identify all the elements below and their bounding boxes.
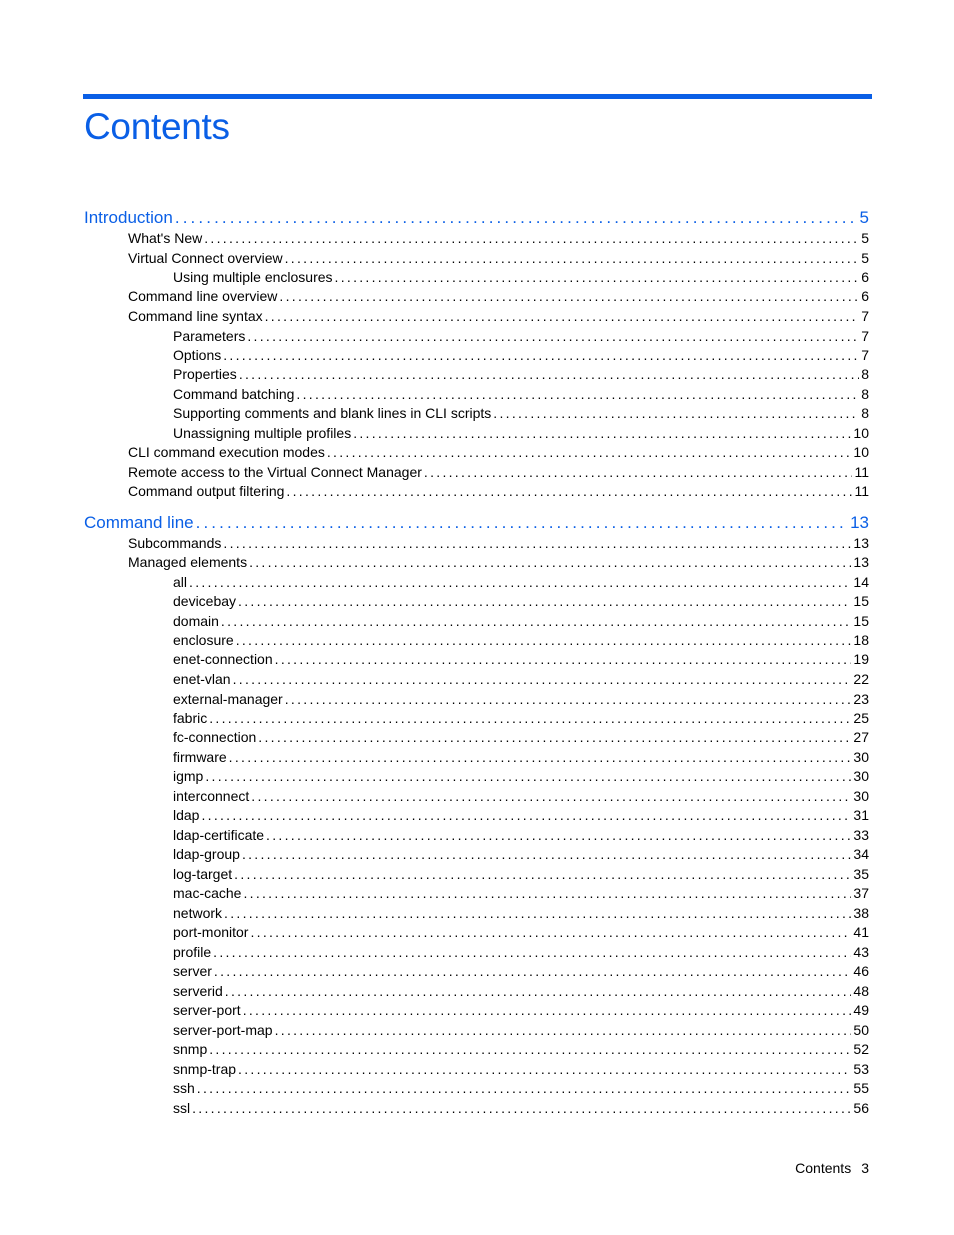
toc-entry-title: Command output filtering [128, 483, 285, 499]
toc-subsection-entry[interactable] [173, 728, 869, 746]
toc-dot-leader [236, 631, 852, 649]
toc-section-entry[interactable] [128, 249, 869, 267]
toc-entry-page-number: 46 [853, 963, 869, 979]
toc-section-entry[interactable] [128, 287, 869, 305]
toc-section-entry[interactable] [128, 229, 869, 247]
toc-subsection-entry[interactable] [173, 1099, 869, 1117]
toc-dot-leader [424, 463, 853, 481]
toc-entry-title: Options [173, 347, 222, 363]
toc-entry-page-number: 11 [854, 464, 869, 480]
toc-entry-title: enet-vlan [173, 671, 231, 687]
toc-entry-title: fabric [173, 710, 208, 726]
toc-dot-leader [189, 573, 851, 591]
toc-subsection-entry[interactable] [173, 923, 869, 941]
toc-entry-page-number: 30 [853, 788, 869, 804]
toc-entry-title: external-manager [173, 691, 283, 707]
toc-entry-page-number: 14 [853, 574, 869, 590]
toc-entry-title: ldap [173, 807, 200, 823]
toc-dot-leader [197, 1079, 852, 1097]
toc-dot-leader [238, 1060, 851, 1078]
toc-entry-page-number: 23 [853, 691, 869, 707]
toc-entry-page-number: 7 [861, 328, 869, 344]
toc-entry-page-number: 38 [853, 905, 869, 921]
toc-subsection-entry[interactable] [173, 690, 869, 708]
toc-dot-leader [239, 365, 859, 383]
toc-dot-leader [214, 962, 852, 980]
toc-subsection-entry[interactable] [173, 346, 869, 364]
toc-entry-page-number: 56 [853, 1100, 869, 1116]
toc-dot-leader [234, 865, 851, 883]
toc-entry-title: igmp [173, 768, 204, 784]
toc-entry-page-number: 11 [854, 483, 869, 499]
toc-dot-leader [192, 1099, 851, 1117]
toc-subsection-entry[interactable] [173, 962, 869, 980]
toc-entry-page-number: 10 [853, 425, 869, 441]
toc-dot-leader [205, 767, 851, 785]
toc-section-entry[interactable] [128, 463, 869, 481]
toc-entry-title: fc-connection [173, 729, 257, 745]
toc-subsection-entry[interactable] [173, 904, 869, 922]
toc-subsection-entry[interactable] [173, 268, 869, 286]
toc-dot-leader [493, 404, 859, 422]
toc-entry-title: ldap-group [173, 846, 240, 862]
toc-section-entry[interactable] [128, 443, 869, 461]
toc-subsection-entry[interactable] [173, 404, 869, 422]
toc-entry-page-number: 48 [853, 983, 869, 999]
toc-entry-page-number: 25 [853, 710, 869, 726]
toc-entry-page-number: 27 [853, 729, 869, 745]
toc-dot-leader [204, 229, 859, 247]
toc-entry-title: enclosure [173, 632, 234, 648]
toc-subsection-entry[interactable] [173, 1040, 869, 1058]
toc-entry-page-number: 13 [853, 554, 869, 570]
toc-entry-page-number: 7 [861, 347, 869, 363]
toc-entry-title: Parameters [173, 328, 246, 344]
toc-entry-title: network [173, 905, 223, 921]
toc-subsection-entry[interactable] [173, 806, 869, 824]
toc-dot-leader [275, 650, 852, 668]
toc-section-entry[interactable] [128, 307, 869, 325]
toc-subsection-entry[interactable] [173, 650, 869, 668]
toc-entry-title: Supporting comments and blank lines in CLI scripts [173, 405, 492, 421]
toc-entry-title: enet-connection [173, 651, 273, 667]
toc-entry-page-number: 53 [853, 1061, 869, 1077]
toc-entry-page-number: 15 [853, 613, 869, 629]
toc-subsection-entry[interactable] [173, 592, 869, 610]
footer-section-label: Contents [795, 1160, 852, 1176]
toc-dot-leader [296, 385, 859, 403]
toc-subsection-entry[interactable] [173, 631, 869, 649]
footer-page-number: 3 [861, 1160, 869, 1176]
toc-dot-leader [196, 512, 848, 534]
toc-subsection-entry[interactable] [173, 709, 869, 727]
toc-entry-title: serverid [173, 983, 223, 999]
toc-entry-title: profile [173, 944, 212, 960]
toc-subsection-entry[interactable] [173, 365, 869, 383]
toc-entry-page-number: 34 [853, 846, 869, 862]
toc-entry-page-number: 37 [853, 885, 869, 901]
toc-entry-title: port-monitor [173, 924, 249, 940]
toc-chapter-entry[interactable] [84, 512, 869, 534]
toc-subsection-entry[interactable] [173, 787, 869, 805]
toc-subsection-entry[interactable] [173, 1001, 869, 1019]
toc-entry-title: domain [173, 613, 219, 629]
toc-section-entry[interactable] [128, 534, 869, 552]
toc-dot-leader [335, 268, 860, 286]
toc-entry-page-number: 7 [861, 308, 869, 324]
toc-dot-leader [275, 1021, 852, 1039]
toc-dot-leader [233, 670, 852, 688]
toc-entry-title: server [173, 963, 212, 979]
toc-subsection-entry[interactable] [173, 865, 869, 883]
toc-entry-page-number: 30 [853, 749, 869, 765]
toc-entry-title: devicebay [173, 593, 237, 609]
toc-entry-page-number: 5 [861, 250, 869, 266]
toc-dot-leader [201, 806, 851, 824]
toc-entry-title: Command line overview [128, 288, 278, 304]
toc-subsection-entry[interactable] [173, 845, 869, 863]
toc-entry-page-number: 41 [853, 924, 869, 940]
toc-dot-leader [223, 346, 859, 364]
toc-entry-page-number: 49 [853, 1002, 869, 1018]
toc-section-entry[interactable] [128, 553, 869, 571]
toc-entry-title: ssh [173, 1080, 195, 1096]
toc-dot-leader [286, 482, 852, 500]
toc-entry-title: snmp-trap [173, 1061, 237, 1077]
toc-entry-page-number: 35 [853, 866, 869, 882]
toc-entry-title: Managed elements [128, 554, 248, 570]
toc-entry-page-number: 8 [861, 366, 869, 382]
toc-dot-leader [229, 748, 852, 766]
toc-entry-page-number: 10 [853, 444, 869, 460]
toc-entry-page-number: 50 [853, 1022, 869, 1038]
toc-dot-leader [266, 826, 851, 844]
toc-entry-title: Subcommands [128, 535, 222, 551]
toc-subsection-entry[interactable] [173, 612, 869, 630]
toc-dot-leader [327, 443, 852, 461]
toc-entry-page-number: 8 [861, 386, 869, 402]
toc-entry-title: Command line syntax [128, 308, 263, 324]
toc-subsection-entry[interactable] [173, 943, 869, 961]
toc-entry-page-number: 31 [853, 807, 869, 823]
toc-entry-page-number: 13 [850, 513, 869, 532]
toc-entry-title: snmp [173, 1041, 208, 1057]
toc-dot-leader [250, 923, 851, 941]
page-title: Contents [84, 106, 230, 147]
toc-entry-page-number: 8 [861, 405, 869, 421]
toc-entry-page-number: 5 [859, 208, 869, 227]
toc-subsection-entry[interactable] [173, 1060, 869, 1078]
toc-subsection-entry[interactable] [173, 1021, 869, 1039]
toc-entry-page-number: 52 [853, 1041, 869, 1057]
toc-dot-leader [221, 612, 852, 630]
toc-entry-title: server-port [173, 1002, 241, 1018]
toc-dot-leader [353, 424, 851, 442]
toc-dot-leader [285, 249, 860, 267]
toc-subsection-entry[interactable] [173, 767, 869, 785]
toc-dot-leader [285, 690, 852, 708]
toc-subsection-entry[interactable] [173, 424, 869, 442]
toc-entry-title: CLI command execution modes [128, 444, 325, 460]
toc-dot-leader [279, 287, 859, 305]
toc-dot-leader [223, 534, 851, 552]
toc-entry-page-number: 55 [853, 1080, 869, 1096]
toc-entry-title: Virtual Connect overview [128, 250, 283, 266]
toc-entry-title: What's New [128, 230, 203, 246]
toc-entry-title: Remote access to the Virtual Connect Manager [128, 464, 422, 480]
toc-subsection-entry[interactable] [173, 573, 869, 591]
toc-dot-leader [209, 709, 851, 727]
toc-dot-leader [243, 884, 851, 902]
toc-entry-page-number: 13 [853, 535, 869, 551]
toc-entry-page-number: 6 [861, 288, 869, 304]
toc-section-entry[interactable] [128, 482, 869, 500]
toc-entry-page-number: 33 [853, 827, 869, 843]
toc-entry-page-number: 15 [853, 593, 869, 609]
toc-entry-title: mac-cache [173, 885, 242, 901]
toc-entry-title: Using multiple enclosures [173, 269, 333, 285]
toc-dot-leader [225, 982, 852, 1000]
toc-entry-title: Command line [84, 513, 194, 532]
toc-entry-title: interconnect [173, 788, 250, 804]
toc-subsection-entry[interactable] [173, 884, 869, 902]
toc-entry-page-number: 6 [861, 269, 869, 285]
toc-entry-page-number: 22 [853, 671, 869, 687]
toc-entry-title: ldap-certificate [173, 827, 265, 843]
toc-entry-page-number: 18 [853, 632, 869, 648]
toc-dot-leader [243, 1001, 852, 1019]
toc-subsection-entry[interactable] [173, 826, 869, 844]
toc-dot-leader [242, 845, 851, 863]
toc-dot-leader [251, 787, 851, 805]
toc-entry-title: Command batching [173, 386, 295, 402]
toc-chapter-entry[interactable] [84, 207, 869, 229]
toc-subsection-entry[interactable] [173, 327, 869, 345]
toc-entry-page-number: 30 [853, 768, 869, 784]
toc-subsection-entry[interactable] [173, 385, 869, 403]
toc-entry-title: firmware [173, 749, 227, 765]
toc-entry-title: Introduction [84, 208, 173, 227]
toc-subsection-entry[interactable] [173, 982, 869, 1000]
toc-dot-leader [224, 904, 851, 922]
toc-dot-leader [258, 728, 851, 746]
toc-entry-title: log-target [173, 866, 233, 882]
toc-entry-title: Unassigning multiple profiles [173, 425, 352, 441]
toc-entry-page-number: 5 [861, 230, 869, 246]
toc-dot-leader [249, 553, 851, 571]
toc-dot-leader [209, 1040, 851, 1058]
toc-dot-leader [213, 943, 851, 961]
toc-dot-leader [175, 207, 858, 229]
toc-dot-leader [238, 592, 851, 610]
toc-dot-leader [265, 307, 860, 325]
toc-entry-title: Properties [173, 366, 237, 382]
toc-entry-title: server-port-map [173, 1022, 273, 1038]
toc-subsection-entry[interactable] [173, 748, 869, 766]
toc-subsection-entry[interactable] [173, 670, 869, 688]
page-footer [795, 1159, 869, 1177]
toc-subsection-entry[interactable] [173, 1079, 869, 1097]
toc-entry-page-number: 19 [853, 651, 869, 667]
toc-entry-page-number: 43 [853, 944, 869, 960]
toc-dot-leader [247, 327, 859, 345]
toc-entry-title: ssl [173, 1100, 191, 1116]
toc-entry-title: all [173, 574, 188, 590]
